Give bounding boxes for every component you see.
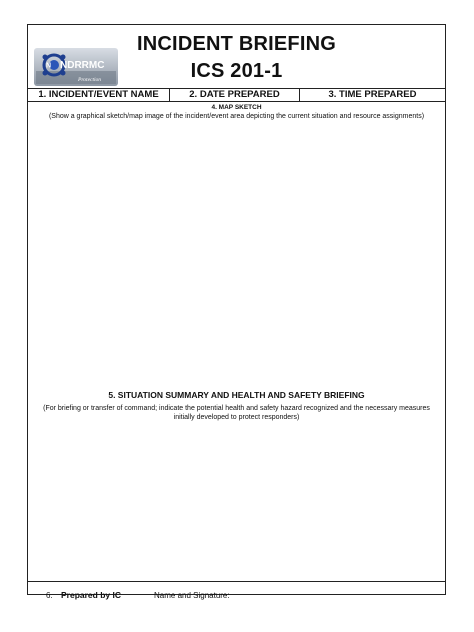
- prepared-by-number: 6.: [46, 591, 53, 600]
- svg-text:Protection: Protection: [78, 77, 102, 83]
- svg-text:N: N: [46, 62, 52, 70]
- time-prepared-field[interactable]: 3. TIME PREPARED: [328, 89, 417, 100]
- form-header: [28, 25, 445, 88]
- map-sketch-description: (Show a graphical sketch/map image of the incident/event area depicting the current situation and resource assignments): [48, 113, 425, 120]
- date-prepared-field[interactable]: 2. DATE PREPARED: [170, 89, 300, 101]
- svg-text:NDRRMC: NDRRMC: [60, 60, 105, 71]
- incident-briefing-form: [27, 24, 446, 600]
- form-title: INCIDENT BRIEFING: [137, 33, 336, 55]
- situation-summary-heading: 5. SITUATION SUMMARY AND HEALTH AND SAFETY BRIEFING: [108, 390, 365, 400]
- map-sketch-heading: 4. MAP SKETCH: [211, 104, 262, 111]
- form-code: ICS 201-1: [190, 60, 283, 82]
- field-header-row: [28, 88, 445, 102]
- situation-summary-description: (For briefing or transfer of command; indicate the potential health and safety hazard recognized and the necessary measures initially developed to protect responders): [43, 405, 430, 421]
- prepared-by-divider: [28, 581, 445, 582]
- prepared-by-label: Prepared by IC: [61, 590, 121, 600]
- incident-name-field[interactable]: 1. INCIDENT/EVENT NAME: [28, 89, 170, 101]
- name-and-signature-field[interactable]: Name and Signature:: [154, 591, 230, 600]
